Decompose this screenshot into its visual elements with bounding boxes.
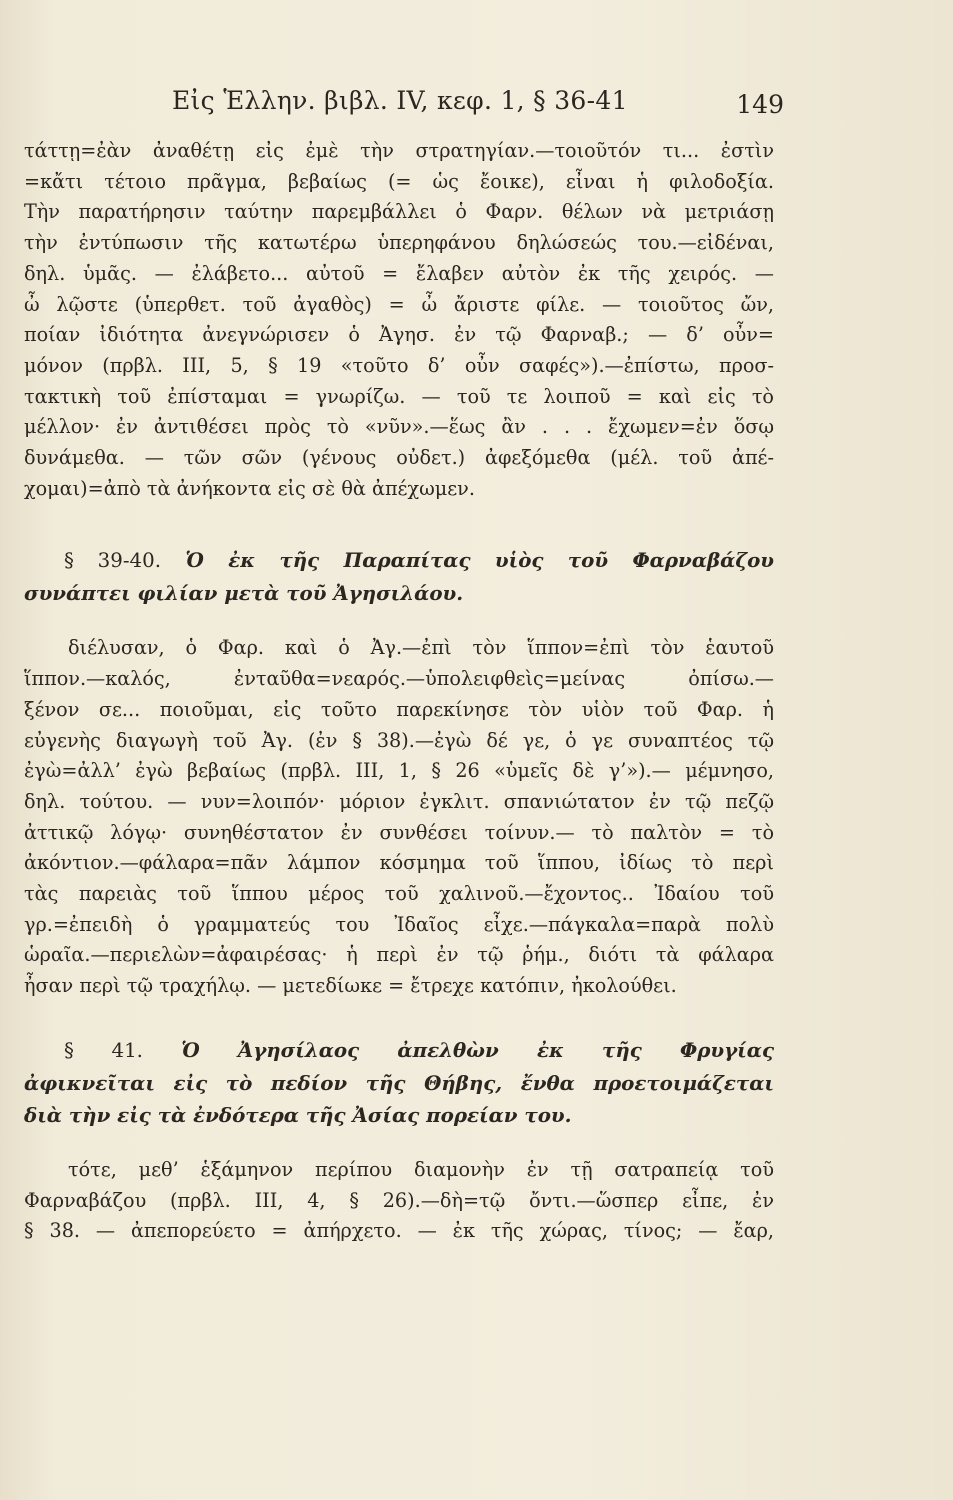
commentary-block-36-38: [24, 136, 774, 504]
text-line: τότε, μεθ’ ἑξάμηνον περίπου διαμονὴν ἐν τῇ σατραπείᾳ τοῦ: [68, 1157, 774, 1181]
section-heading-41: [24, 1034, 774, 1131]
text-line: ἐγὼ=ἀλλ’ ἐγὼ βεβαίως (πρβλ. III, 1, § 26 «ὑμεῖς δὲ γ’»).— μέμνησο,: [24, 759, 774, 783]
text-line: μέλλον· ἐν ἀντιθέσει πρὸς τὸ «νῦν».—ἕως ἂν . . . ἔχωμεν=ἐν ὅσῳ: [24, 415, 774, 439]
text-line: ὡραῖα.—περιελὼν=ἀφαιρέσας· ἡ περὶ ἐν τῷ ῥήμ., διότι τὰ φάλαρα: [24, 943, 774, 967]
text-line: =κἄτι τέτοιο πρᾶγμα, βεβαίως (= ὡς ἔοικε), εἶναι ἡ φιλοδοξία.: [24, 169, 774, 193]
running-head: Εἰς Ἑλλην. βιβλ. IV, κεφ. 1, § 36-41: [172, 86, 628, 115]
text-line: ἦσαν περὶ τῷ τραχήλῳ. — μετεδίωκε = ἔτρεχε κατόπιν, ἠκολούθει.: [24, 974, 677, 998]
text-line: § 38. — ἀπεπορεύετο = ἀπήρχετο. — ἐκ τῆς χώρας, τίνος; — ἔαρ,: [24, 1219, 774, 1243]
text-line: ποίαν ἰδιότητα ἀνεγνώρισεν ὁ Ἀγησ. ἐν τῷ Φαρναβ.; — δ’ οὖν=: [24, 323, 774, 347]
section-number: § 39-40.: [64, 549, 161, 573]
page-body: [24, 136, 774, 1247]
text-line: τὴν ἐντύπωσιν τῆς κατωτέρω ὑπερηφάνου δηλώσεώς του.—εἰδέναι,: [24, 231, 774, 255]
commentary-block-39-40: [24, 633, 774, 1001]
section-heading-line: [24, 1034, 774, 1067]
page-number: 149: [736, 90, 784, 119]
text-line: ὦ λῷστε (ὑπερθετ. τοῦ ἀγαθὸς) = ὦ ἄριστε φίλε. — τοιοῦτος ὤν,: [24, 292, 774, 316]
text-line: μόνον (πρβλ. III, 5, § 19 «τοῦτο δ’ οὖν σαφές»).—ἐπίστω, προσ-: [24, 353, 774, 377]
section-heading-line: συνάπτει φιλίαν μετὰ τοῦ Ἀγησιλάου.: [24, 581, 464, 606]
text-line: τὰς παρειὰς τοῦ ἵππου μέρος τοῦ χαλινοῦ.—ἔχοντος.. Ἰδαίου τοῦ: [24, 882, 774, 906]
section-number: § 41.: [64, 1038, 143, 1062]
text-line: Τὴν παρατήρησιν ταύτην παρεμβάλλει ὁ Φαρν. θέλων νὰ μετριάσῃ: [24, 200, 774, 224]
section-heading-39-40: [24, 544, 774, 609]
text-line: χομαι)=ἀπὸ τὰ ἀνήκοντα εἰς σὲ θὰ ἀπέχωμεν.: [24, 476, 475, 500]
section-heading-line: [24, 544, 774, 577]
text-line: Φαρναβάζου (πρβλ. III, 4, § 26).—δὴ=τῷ ὄντι.—ὥσπερ εἶπε, ἐν: [24, 1188, 774, 1212]
text-line: δυνάμεθα. — τῶν σῶν (γένους οὐδετ.) ἀφεξόμεθα (μέλ. τοῦ ἀπέ-: [24, 446, 774, 470]
section-heading-line: διὰ τὴν εἰς τὰ ἐνδότερα τῆς Ἀσίας πορείαν του.: [24, 1102, 572, 1127]
text-line: δηλ. ὑμᾶς. — ἐλάβετο... αὐτοῦ = ἔλαβεν αὐτὸν ἐκ τῆς χειρός. —: [24, 261, 774, 285]
text-line: διέλυσαν, ὁ Φαρ. καὶ ὁ Ἀγ.—ἐπὶ τὸν ἵππον=ἐπὶ τὸν ἑαυτοῦ: [68, 636, 774, 660]
text-line: ἵππον.—καλός, ἐνταῦθα=νεαρός.—ὑπολειφθεὶς=μείνας ὀπίσω.—: [24, 667, 774, 691]
text-line: ἀττικῷ λόγῳ· συνηθέστατον ἐν συνθέσει τοίνυν.— τὸ παλτὸν = τὸ: [24, 820, 774, 844]
section-title: Ὁ ἐκ τῆς Παραπίτας υἱὸς τοῦ Φαρναβάζου: [185, 548, 774, 573]
text-line: τακτικὴ τοῦ ἐπίσταμαι = γνωρίζω. — τοῦ τε λοιποῦ = καὶ εἰς τὸ: [24, 384, 774, 408]
text-line: δηλ. τούτου. — νυν=λοιπόν· μόριον ἐγκλιτ. σπανιώτατον ἐν τῷ πεζῷ: [24, 789, 774, 813]
text-line: ἀκόντιον.—φάλαρα=πᾶν λάμπον κόσμημα τοῦ ἵππου, ἰδίως τὸ περὶ: [24, 851, 774, 875]
text-line: τάττῃ=ἐὰν ἀναθέτῃ εἰς ἐμὲ τὴν στρατηγίαν.—τοιοῦτόν τι... ἐστὶν: [24, 139, 774, 162]
text-line: εὐγενὴς διαγωγὴ τοῦ Ἀγ. (ἐν § 38).—ἐγὼ δέ γε, ὁ γε συναπτέος τῷ: [24, 728, 774, 752]
section-title: Ὁ Ἀγησίλαος ἀπελθὼν ἐκ τῆς Φρυγίας: [181, 1037, 774, 1062]
text-line: γρ.=ἐπειδὴ ὁ γραμματεύς του Ἰδαῖος εἶχε.—πάγκαλα=παρὰ πολὺ: [24, 912, 774, 936]
text-line: ξένον σε... ποιοῦμαι, εἰς τοῦτο παρεκίνησε τὸν υἱὸν τοῦ Φαρ. ἡ: [24, 697, 774, 721]
page-header: [172, 86, 784, 126]
commentary-block-41: [24, 1155, 774, 1247]
section-heading-line: ἀφικνεῖται εἰς τὸ πεδίον τῆς Θήβης, ἔνθα προετοιμάζεται: [24, 1070, 774, 1095]
